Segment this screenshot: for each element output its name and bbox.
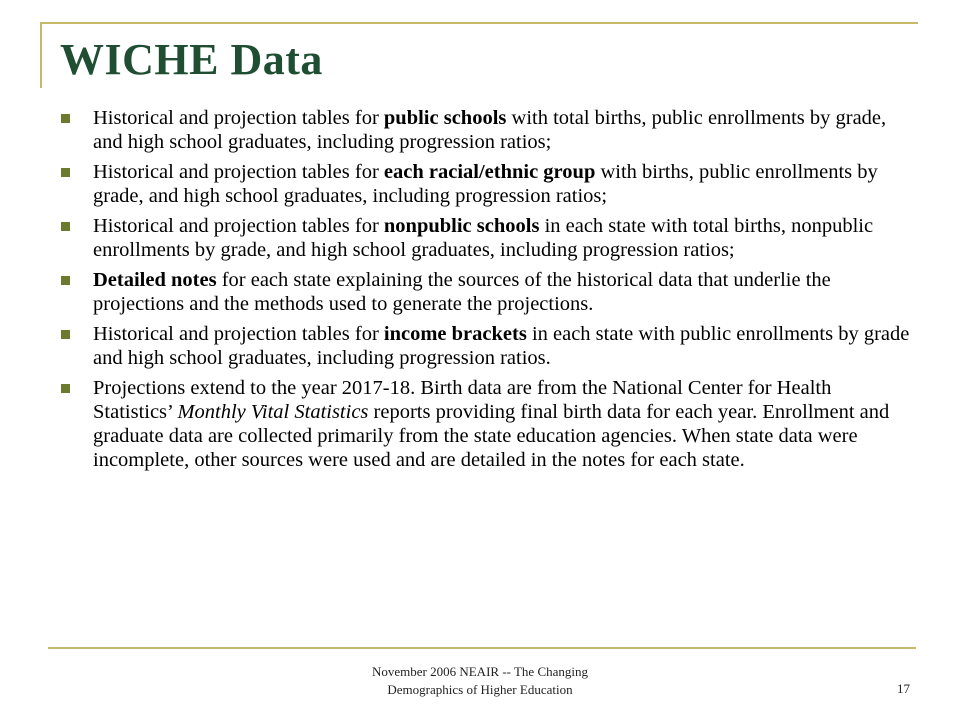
bullet-item	[60, 322, 910, 370]
square-bullet-icon	[61, 168, 70, 177]
bullet-text: Historical and projection tables for	[93, 215, 384, 237]
publication-title: Monthly Vital Statistics	[177, 401, 369, 423]
bullet-text: reports providing final birth data for each year. Enrollment and graduate data are collected primarily from the state education agencies. When state data were incomplete, other sources were used and are detailed in the notes for each state.	[93, 401, 890, 471]
footer-caption	[300, 663, 660, 699]
page-number: 17	[897, 681, 910, 696]
square-bullet-icon	[61, 114, 70, 123]
footer-line-1: November 2006 NEAIR -- The Changing	[371, 664, 589, 679]
bullet-text: Projections extend to the year 2017-18. Birth data are from the National Center for Health Statistics’	[93, 377, 832, 423]
bullet-list	[60, 106, 910, 478]
slide-title: WICHE Data	[60, 35, 323, 84]
bullet-text: in each state with total births, nonpublic enrollments by grade, and high school graduates, including progression ratios;	[93, 215, 874, 261]
bullet-item	[60, 376, 910, 472]
bullet-text: Historical and projection tables for	[93, 107, 384, 129]
bullet-item	[60, 268, 910, 316]
square-bullet-icon	[61, 384, 70, 393]
bullet-bold-text: Detailed notes	[93, 269, 217, 291]
footer-line-2: Demographics of Higher Education	[387, 682, 573, 697]
bullet-text: for each state explaining the sources of the historical data that underlie the projections and the methods used to generate the projections.	[93, 269, 831, 315]
bullet-text: with births, public enrollments by grade, and high school graduates, including progression ratios;	[93, 161, 878, 207]
square-bullet-icon	[61, 330, 70, 339]
bullet-bold-text: each racial/ethnic group	[383, 161, 596, 183]
bullet-bold-text: public schools	[383, 107, 507, 129]
bullet-text: Historical and projection tables for	[93, 323, 384, 345]
square-bullet-icon	[61, 276, 70, 285]
bullet-item	[60, 106, 910, 154]
title-frame-top-rule	[40, 22, 918, 24]
bullet-item	[60, 160, 910, 208]
bullet-bold-text: income brackets	[383, 323, 527, 345]
title-frame-left-rule	[40, 22, 42, 88]
square-bullet-icon	[61, 222, 70, 231]
bullet-item	[60, 214, 910, 262]
bullet-bold-text: nonpublic schools	[383, 215, 540, 237]
bullet-text: Historical and projection tables for	[93, 161, 384, 183]
footer-rule	[48, 647, 916, 649]
bullet-text: in each state with public enrollments by grade and high school graduates, including progression ratios.	[93, 323, 910, 369]
bullet-text: with total births, public enrollments by grade, and high school graduates, including progression ratios;	[93, 107, 887, 153]
